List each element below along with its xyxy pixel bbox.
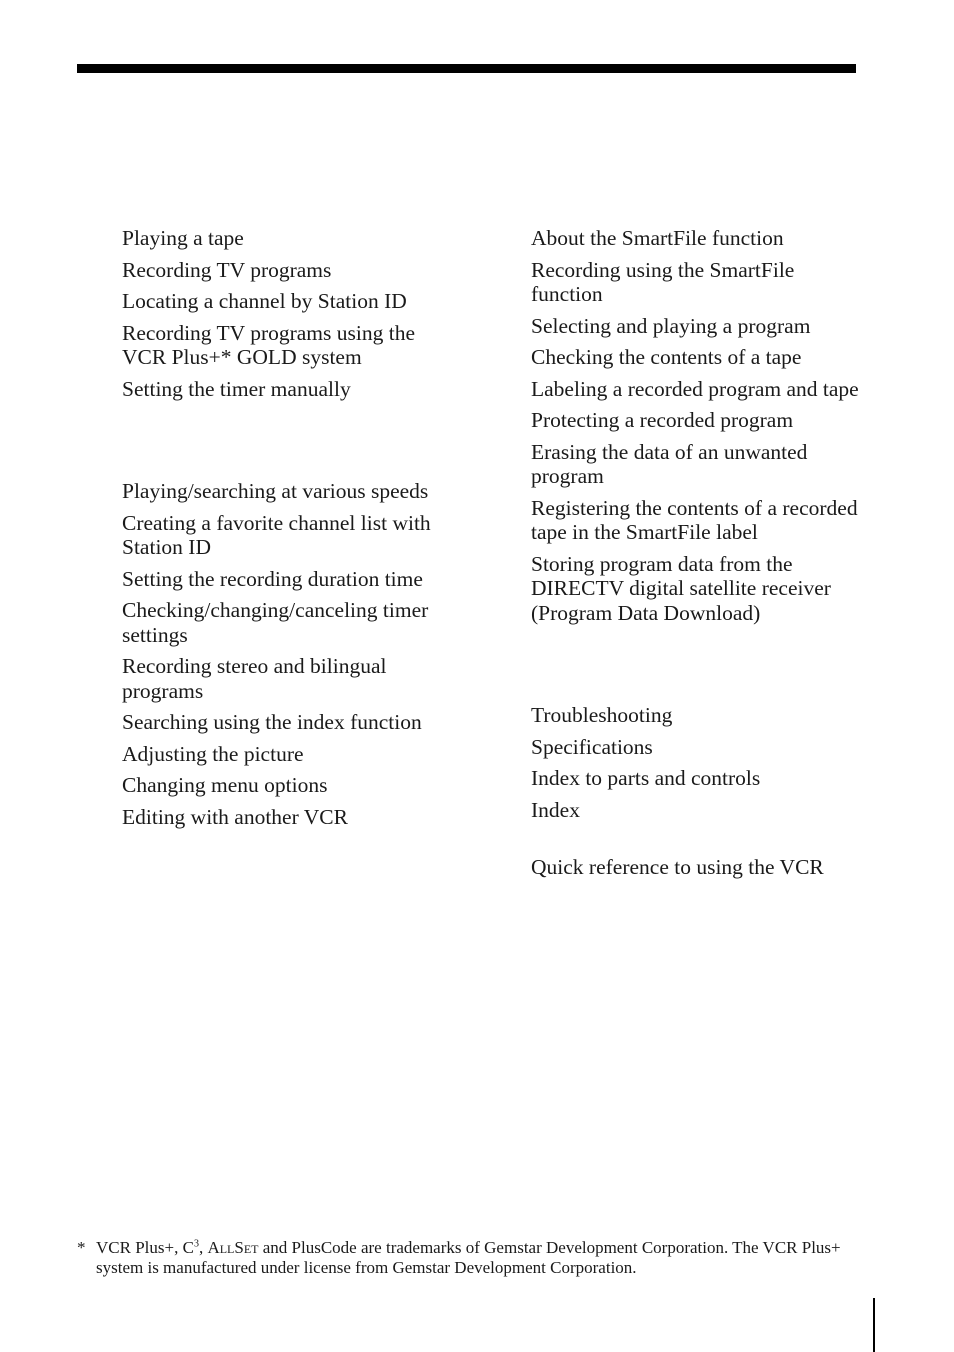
toc-entry[interactable]: Creating a favorite channel list with Station ID: [122, 510, 431, 559]
toc-entry[interactable]: Index: [531, 797, 580, 822]
toc-entry[interactable]: Editing with another VCR: [122, 804, 348, 829]
toc-entry[interactable]: Checking/changing/canceling timer settings: [122, 598, 429, 647]
toc-entry[interactable]: Playing a tape: [122, 226, 244, 250]
toc-entry[interactable]: Selecting and playing a program: [531, 313, 811, 338]
toc-entry[interactable]: Labeling a recorded program and tape: [531, 376, 859, 401]
toc-entry[interactable]: Adjusting the picture: [122, 741, 304, 766]
trademark-footnote: [77, 1238, 867, 1278]
section-gap: [122, 408, 462, 479]
top-rule: [77, 64, 856, 73]
toc-entry[interactable]: Recording using the SmartFile function: [531, 257, 795, 306]
toc-entry[interactable]: About the SmartFile function: [531, 226, 784, 250]
page-edge-mark: [873, 1298, 875, 1352]
toc-entry[interactable]: Checking the contents of a tape: [531, 345, 802, 369]
footnote-smallcaps: AllSet: [207, 1238, 259, 1257]
toc-entry[interactable]: Troubleshooting: [531, 703, 673, 727]
footnote-marker: *: [77, 1238, 86, 1257]
toc-entry[interactable]: Protecting a recorded program: [531, 408, 794, 432]
toc-entry[interactable]: Specifications: [531, 734, 653, 759]
toc-entry[interactable]: Changing menu options: [122, 773, 328, 797]
footnote-text-part: VCR Plus+, C: [96, 1238, 194, 1257]
footnote-text-part: ,: [198, 1238, 208, 1257]
toc-entry[interactable]: Searching using the index function: [122, 710, 422, 734]
toc-right-column: [531, 226, 861, 887]
toc-entry[interactable]: Storing program data from the DIRECTV digital satellite receiver (Program Data Download): [531, 551, 831, 625]
toc-entry[interactable]: Playing/searching at various speeds: [122, 479, 429, 503]
footnote-text-part: and PlusCode are trademarks of Gemstar Development Corporation. The VCR Plus+ system is manufactured under license from Gemstar Development Corporation.: [96, 1238, 841, 1277]
toc-entry[interactable]: Recording TV programs using the VCR Plus+* GOLD system: [122, 320, 416, 369]
footnote-superscript: 3: [193, 1238, 199, 1250]
toc-entry[interactable]: Recording TV programs: [122, 257, 332, 282]
toc-entry[interactable]: Index to parts and controls: [531, 766, 761, 790]
section-gap: [531, 829, 861, 855]
toc-entry[interactable]: Locating a channel by Station ID: [122, 289, 407, 313]
section-gap: [531, 632, 861, 703]
toc-entry[interactable]: Registering the contents of a recorded tape in the SmartFile label: [531, 495, 858, 544]
toc-entry[interactable]: Setting the timer manually: [122, 376, 351, 401]
toc-entry[interactable]: Setting the recording duration time: [122, 566, 423, 591]
toc-entry[interactable]: Erasing the data of an unwanted program: [531, 439, 808, 488]
footnote-text: [96, 1238, 867, 1278]
toc-entry[interactable]: Quick reference to using the VCR: [531, 855, 824, 879]
toc-left-column: [122, 226, 462, 836]
toc-entry[interactable]: Recording stereo and bilingual programs: [122, 654, 387, 703]
